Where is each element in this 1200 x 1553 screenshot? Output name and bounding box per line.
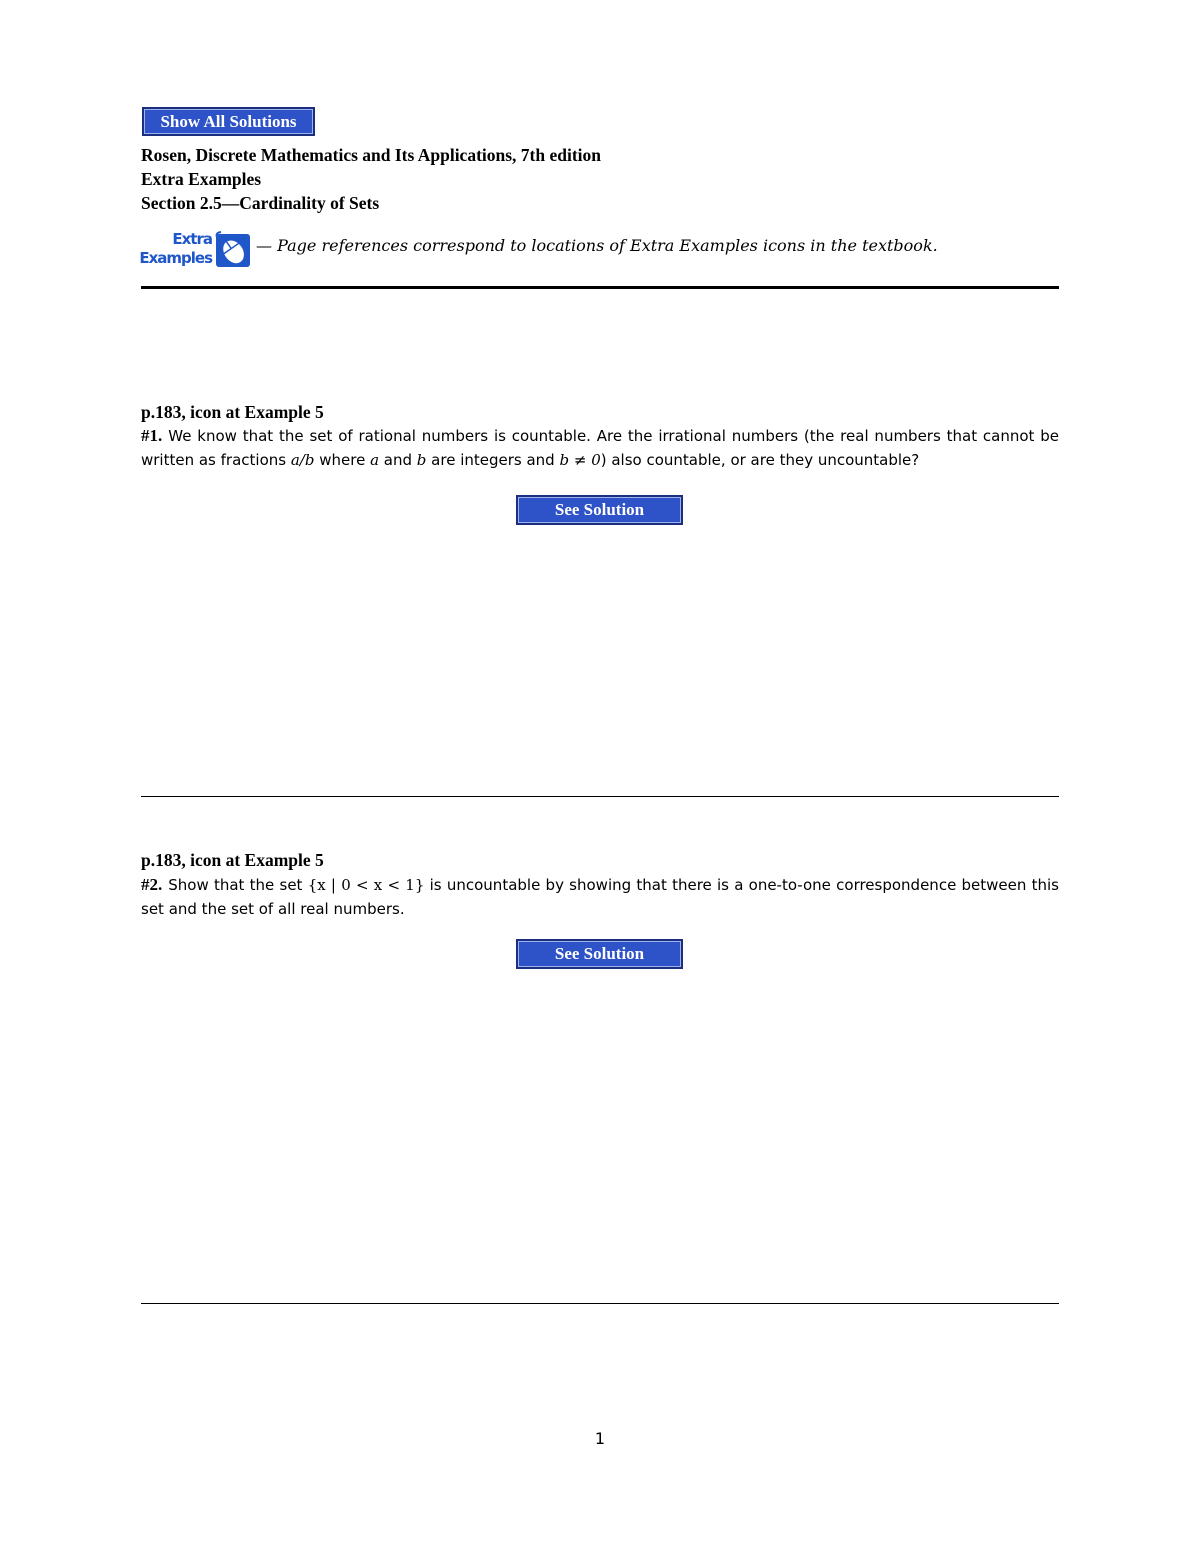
example-1-reference: p.183, icon at Example 5 <box>141 402 324 422</box>
book-title: Rosen, Discrete Mathematics and Its Applications, 7th edition <box>141 145 602 165</box>
page-reference-note: — Page references correspond to locations of Extra Examples icons in the textbook. <box>256 236 938 255</box>
page-subtitle: Extra Examples <box>141 169 262 189</box>
example-2-problem <box>141 873 1059 921</box>
example-1-math-d: b ≠ 0 <box>559 451 601 469</box>
example-1-problem <box>141 424 1059 472</box>
example-2-math-a: {x | 0 < x < 1} <box>307 876 425 894</box>
show-all-solutions-button[interactable]: Show All Solutions <box>142 107 315 136</box>
example-1-text-a: We know that the set of rational numbers is countable. Are the irrational numbers (the real numbers that cannot be written as fractions <box>141 427 1059 469</box>
extra-examples-logo <box>139 230 252 269</box>
see-solution-button-2[interactable]: See Solution <box>516 939 683 969</box>
example-1-text-b: where <box>314 451 371 469</box>
example-2-number: #2. <box>141 875 163 894</box>
example-1-text-c: and <box>379 451 417 469</box>
example-1-math-a: a/b <box>290 451 315 469</box>
logo-text-extra: Extra <box>172 230 212 248</box>
logo-text-examples: Examples <box>139 249 212 267</box>
section-divider-1 <box>141 796 1059 797</box>
example-1-number: #1. <box>141 426 163 445</box>
example-2-reference: p.183, icon at Example 5 <box>141 850 324 870</box>
example-1-text-d: are integers and <box>426 451 560 469</box>
example-1-math-b: a <box>370 451 380 469</box>
mouse-icon <box>212 231 252 269</box>
example-2-text-a: Show that the set <box>168 876 308 894</box>
example-2-text-b: is uncountable by showing that there is a one-to-one correspondence between this set and the set of all real numbers. <box>141 876 1059 918</box>
section-title: Section 2.5—Cardinality of Sets <box>141 193 380 213</box>
example-1-text-e: ) also countable, or are they uncountable? <box>600 451 920 469</box>
header-divider <box>141 286 1059 289</box>
see-solution-button-1[interactable]: See Solution <box>516 495 683 525</box>
section-divider-2 <box>141 1303 1059 1304</box>
page-number: 1 <box>594 1429 606 1448</box>
example-1-math-c: b <box>416 451 427 469</box>
